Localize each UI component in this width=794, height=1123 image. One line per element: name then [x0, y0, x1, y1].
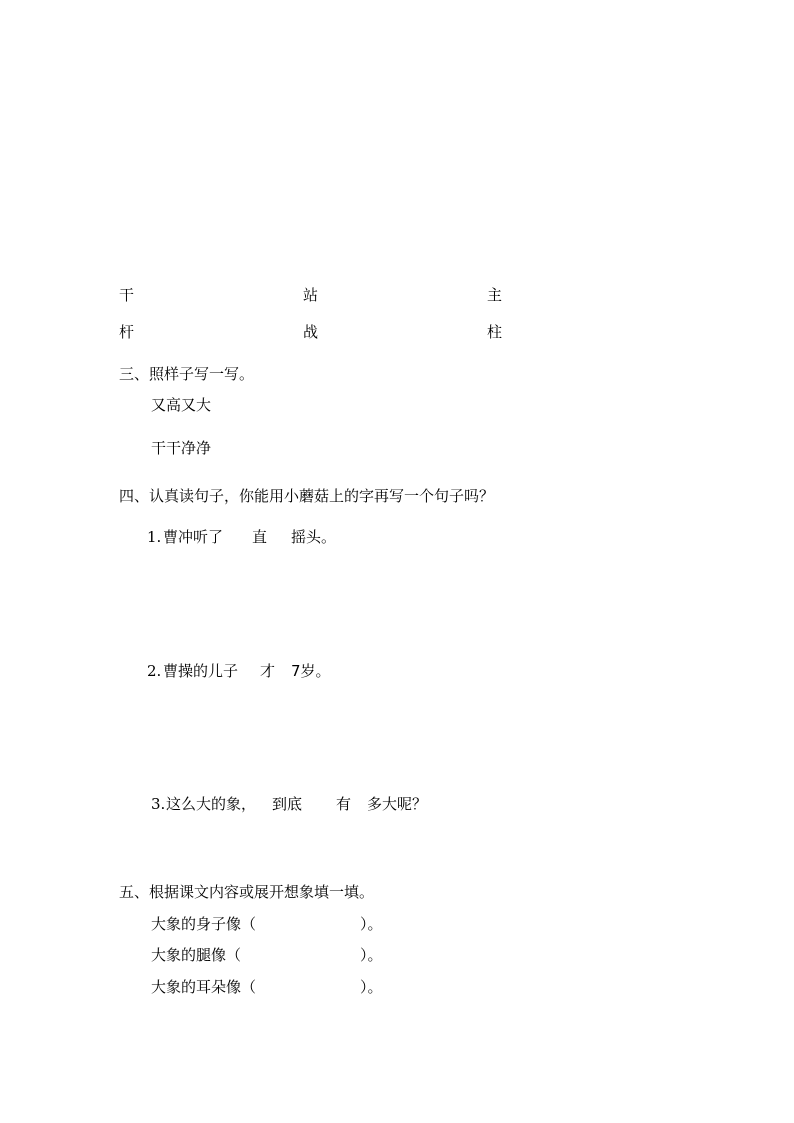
sentence-3-part-c: 有: [336, 795, 352, 813]
fill-line-1-prefix: 大象的身子像（: [151, 915, 257, 933]
char-zhan-war: 战: [303, 323, 319, 341]
section4-title: 四、认真读句子，你能用小蘑菇上的字再写一个句子吗？: [119, 487, 495, 505]
section3-example-2: 干干净净: [151, 439, 212, 457]
char-zhan: 站: [303, 286, 319, 304]
sentence-2-part-b: 才: [260, 662, 276, 680]
sentence-3-part-d: 多大呢？: [367, 795, 428, 813]
char-gan: 干: [119, 286, 135, 304]
sentence-1-part-c: 摇头。: [291, 528, 337, 546]
fill-line-2-suffix: ）。: [360, 946, 383, 964]
sentence-2-number: 2.: [147, 662, 162, 680]
sentence-3-part-b: 到底: [272, 795, 303, 813]
char-zhu-pillar: 柱: [487, 323, 503, 341]
sentence-1-part-a: 曹冲听了: [163, 528, 224, 546]
section3-example-1: 又高又大: [151, 396, 212, 414]
sentence-2-part-a: 曹操的儿子: [163, 662, 239, 680]
fill-line-1-suffix: ）。: [360, 915, 383, 933]
section5-title: 五、根据课文内容或展开想象填一填。: [119, 883, 375, 901]
fill-line-2-prefix: 大象的腿像（: [151, 946, 242, 964]
sentence-2-part-c: 7岁。: [291, 662, 331, 680]
fill-line-3-suffix: ）。: [360, 978, 383, 996]
fill-line-3-prefix: 大象的耳朵像（: [151, 978, 257, 996]
sentence-3-part-a: 这么大的象，: [166, 795, 257, 813]
char-gan-pole: 杆: [119, 323, 135, 341]
sentence-3-number: 3.: [151, 795, 166, 813]
char-zhu: 主: [487, 286, 503, 304]
sentence-1-part-b: 直: [252, 528, 268, 546]
section3-title: 三、照样子写一写。: [119, 365, 255, 383]
sentence-1-number: 1.: [147, 528, 162, 546]
